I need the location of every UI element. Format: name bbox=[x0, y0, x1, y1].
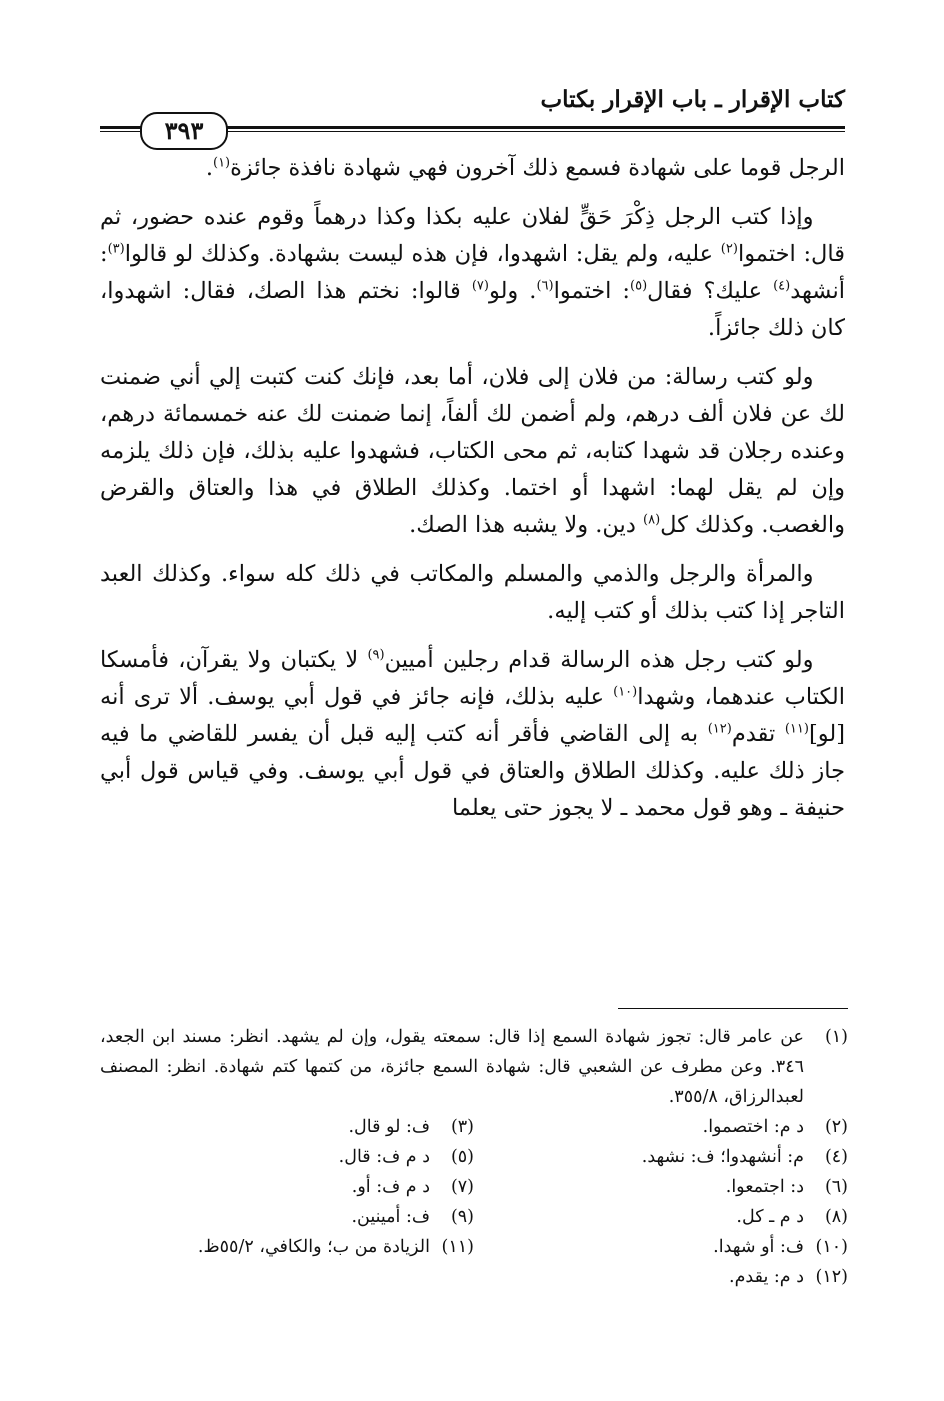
footnote-marker: (٧) bbox=[471, 278, 489, 294]
footnote-marker: (٦) bbox=[536, 278, 554, 294]
footnote-number: (٨) bbox=[824, 1207, 848, 1227]
footnote-text: د م: يقدم. bbox=[729, 1267, 804, 1287]
footnote-item bbox=[100, 1172, 474, 1202]
page-header bbox=[100, 86, 845, 145]
footnote-item bbox=[474, 1172, 848, 1202]
footnote-text: ف: أمينين. bbox=[351, 1207, 430, 1227]
footnote-number: (٢) bbox=[824, 1117, 848, 1137]
footnote-marker: (٩) bbox=[367, 647, 385, 663]
footnote-text: ف: لو قال. bbox=[348, 1117, 430, 1137]
footnote-marker: (١١) bbox=[784, 721, 809, 737]
footnote-item bbox=[100, 1112, 474, 1142]
footnote-marker: (٤) bbox=[773, 278, 791, 294]
footnote-number: (٥) bbox=[450, 1147, 474, 1167]
footnote-text: د م: اختصموا. bbox=[702, 1117, 804, 1137]
footnote-1 bbox=[100, 1022, 848, 1112]
footnote-number: (١٢) bbox=[815, 1267, 848, 1287]
footnote-grid bbox=[100, 1112, 848, 1292]
page-number: ٣٩٣ bbox=[140, 112, 228, 150]
footnote-row bbox=[100, 1262, 848, 1292]
footnote-number: (٤) bbox=[824, 1147, 848, 1167]
footnote-marker: (١) bbox=[212, 155, 231, 171]
footnote-text: الزيادة من ب؛ والكافي، ٥٥/٢ظ. bbox=[197, 1237, 430, 1257]
footnote-marker: (٣) bbox=[107, 241, 125, 257]
footnote-number: (٧) bbox=[450, 1177, 474, 1197]
footnote-marker: (١٢) bbox=[707, 721, 732, 737]
footnote-number: (٦) bbox=[824, 1177, 848, 1197]
footnote-text: م: أنشهدوا؛ ف: نشهد. bbox=[641, 1147, 804, 1167]
running-title: كتاب الإقرار ـ باب الإقرار بكتاب bbox=[540, 86, 845, 113]
footnote-row bbox=[100, 1172, 848, 1202]
footnote-marker: (٢) bbox=[720, 241, 738, 257]
paragraph: وإذا كتب الرجل ذِكْرَ حَقٍّ لفلان عليه بكذا وكذا درهماً وقوم عنده حضور، ثم قال: اختموا$^{(٢)}$ عليه، ولم يقل: اشهدوا، فإن هذه ليست بشهادة. وكذلك لو قالوا$^{(٣)}$: أنشهد$^{(٤)}$ عليك؟ فقال$^{(٥)}$: اختموا$^{(٦)}$. ولو$^{(٧)}$ قالوا: نختم هذا الصك، فقال: اشهدوا، كان ذلك جائزاً. bbox=[100, 204, 845, 341]
footnote-number: (١٠) bbox=[815, 1237, 848, 1257]
main-text bbox=[100, 150, 845, 839]
footnote-text: د م ـ كل. bbox=[736, 1207, 804, 1227]
footnote-row bbox=[100, 1142, 848, 1172]
footnote-separator bbox=[618, 1008, 848, 1009]
footnote-row bbox=[100, 1112, 848, 1142]
footnote-item bbox=[100, 1142, 474, 1172]
footnote-item bbox=[100, 1232, 474, 1262]
footnote-item bbox=[474, 1202, 848, 1232]
footnote-text: د: اجتمعوا. bbox=[725, 1177, 804, 1197]
footnote-marker: (٥) bbox=[630, 278, 648, 294]
paragraph: ولو كتب رسالة: من فلان إلى فلان، أما بعد، فإنك كنت كتبت إلي أني ضمنت لك عن فلان ألف درهم، ولم أضمن لك ألفاً، إنما ضمنت لك عنه خمسمائة درهم، وعنده رجلان قد شهدا كتابه، ثم محى الكتاب، فشهدوا عليه بذلك، فإن ذلك يلزمه وإن لم يقل لهما: اشهدا أو اختما. وكذلك الطلاق في هذا والعتاق والقرض والغصب. وكذلك كل$^{(٨)}$ دين. ولا يشبه هذا الصك. bbox=[100, 364, 846, 538]
footnote-text: عن عامر قال: تجوز شهادة السمع إذا قال: سمعته يقول، وإن لم يشهد. انظر: مسند ابن الجعد، ٣٤٦. وعن مطرف عن الشعبي قال: شهادة السمع جائزة، من كتمها كتم شهادة. انظر: المصنف لعبدالرزاق، ٣٥٥/٨. bbox=[100, 1027, 804, 1107]
footnote-number: (١١) bbox=[441, 1237, 474, 1257]
footnote-item bbox=[474, 1232, 848, 1262]
footnote-marker: (٨) bbox=[643, 512, 661, 528]
footnote-item bbox=[474, 1142, 848, 1172]
paragraph: والمرأة والرجل والذمي والمسلم والمكاتب في ذلك كله سواء. وكذلك العبد التاجر إذا كتب بذلك أو كتب إليه. bbox=[100, 561, 845, 624]
footnote-item bbox=[100, 1202, 474, 1232]
footnote-number: (١) bbox=[824, 1027, 848, 1047]
footnote-number: (٩) bbox=[450, 1207, 474, 1227]
footnote-row bbox=[100, 1232, 848, 1262]
paragraph: الرجل قوما على شهادة فسمع ذلك آخرون فهي شهادة نافذة جائزة$^{(١)}$. bbox=[205, 155, 845, 181]
footnote-marker: (١٠) bbox=[613, 684, 638, 700]
footnote-item bbox=[474, 1112, 848, 1142]
footnote-text: ف: أو شهدا. bbox=[713, 1237, 804, 1257]
footnote-item bbox=[474, 1262, 848, 1292]
paragraph: ولو كتب رجل هذه الرسالة قدام رجلين أميين$^{(٩)}$ لا يكتبان ولا يقرآن، فأمسكا الكتاب عندهما، وشهدا$^{(١٠)}$ عليه بذلك، فإنه جائز في قول أبي يوسف. ألا ترى أنه [لو]$^{(١١)}$ تقدم$^{(١٢)}$ به إلى القاضي فأقر أنه كتب إليه قبل أن يفسر للقاضي ما فيه جاز ذلك عليه. وكذلك الطلاق والعتاق في قول أبي يوسف. وفي قياس قول أبي حنيفة ـ وهو قول محمد ـ لا يجوز حتى يعلما bbox=[100, 647, 845, 821]
footnote-text: د م ف: قال. bbox=[338, 1147, 430, 1167]
footnotes bbox=[100, 1022, 848, 1292]
footnote-row bbox=[100, 1202, 848, 1232]
footnote-text: د م ف: أو. bbox=[351, 1177, 430, 1197]
footnote-number: (٣) bbox=[450, 1117, 474, 1137]
